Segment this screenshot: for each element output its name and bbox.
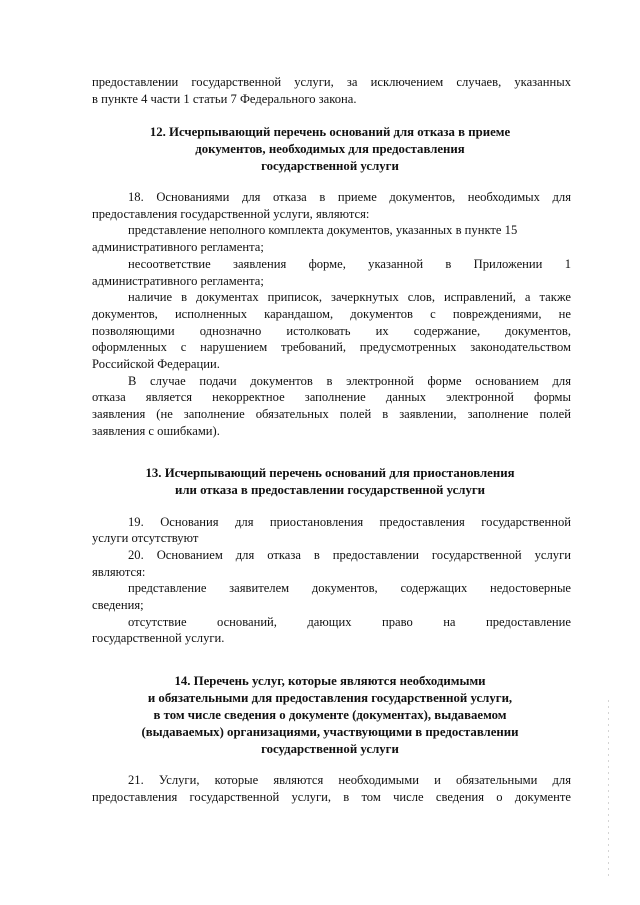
section-14-heading: 14. Перечень услуг, которые являются необходимыми <box>174 674 486 688</box>
section-12-heading: государственной услуги <box>261 159 399 173</box>
paragraph-line: 20. Основанием для отказа в предоставлении государственной услуги <box>128 548 571 562</box>
section-14-heading: и обязательными для предоставления государственной услуги, <box>147 691 513 705</box>
paragraph-line: административного регламента; <box>92 240 264 254</box>
paragraph-line: представление неполного комплекта документов, указанных в пункте 15 <box>128 223 518 237</box>
section-12-heading: документов, необходимых для предоставления <box>195 142 465 156</box>
paragraph-line: 19. Основания для приостановления предоставления государственной <box>128 515 571 529</box>
paragraph-line: оформленных с нарушением требований, предусмотренных законодательством <box>92 340 571 354</box>
paragraph-line: представление заявителем документов, содержащих недостоверные <box>128 581 571 595</box>
scan-artifact <box>608 700 609 880</box>
paragraph-line: сведения; <box>92 598 144 612</box>
paragraph-line: наличие в документах приписок, зачеркнутых слов, исправлений, а также <box>128 290 571 304</box>
section-13-heading: или отказа в предоставлении государственной услуги <box>174 483 486 497</box>
paragraph-line: предоставления государственной услуги, в том числе сведения о документе <box>92 790 571 804</box>
paragraph-line: 21. Услуги, которые являются необходимыми и обязательными для <box>128 773 571 787</box>
paragraph-line: отсутствие оснований, дающих право на предоставление <box>128 615 571 629</box>
paragraph-line: несоответствие заявления форме, указанной в Приложении 1 <box>128 257 571 271</box>
paragraph-line: позволяющими однозначно истолковать их содержание, документов, <box>92 324 571 338</box>
section-14-heading: в том числе сведения о документе (документах), выдаваемом <box>153 708 507 722</box>
paragraph-line: в пункте 4 части 1 статьи 7 Федерального закона. <box>92 92 357 106</box>
paragraph-line: Российской Федерации. <box>92 357 220 371</box>
paragraph-line: заявления с ошибками). <box>92 424 220 438</box>
section-13-heading: 13. Исчерпывающий перечень оснований для приостановления <box>145 466 515 480</box>
paragraph-line: предоставления государственной услуги, являются: <box>92 207 370 221</box>
paragraph-line: государственной услуги. <box>92 631 225 645</box>
paragraph-line: административного регламента; <box>92 274 264 288</box>
paragraph-line: 18. Основаниями для отказа в приеме документов, необходимых для <box>128 190 571 204</box>
paragraph-line: услуги отсутствуют <box>92 531 199 545</box>
paragraph-line: В случае подачи документов в электронной форме основанием для <box>128 374 571 388</box>
paragraph-line: являются: <box>92 565 146 579</box>
section-12-heading: 12. Исчерпывающий перечень оснований для отказа в приеме <box>149 125 511 139</box>
paragraph-line: документов, исполненных карандашом, документов с повреждениями, не <box>92 307 571 321</box>
paragraph-line: заявления (не заполнение обязательных полей в заявлении, заполнение полей <box>92 407 571 421</box>
section-14-heading: (выдаваемых) организациями, участвующими в предоставлении <box>141 725 519 739</box>
section-14-heading: государственной услуги <box>261 742 399 756</box>
paragraph-line: отказа является некорректное заполнение данных электронной формы <box>92 390 571 404</box>
paragraph-line: предоставлении государственной услуги, за исключением случаев, указанных <box>92 75 571 89</box>
